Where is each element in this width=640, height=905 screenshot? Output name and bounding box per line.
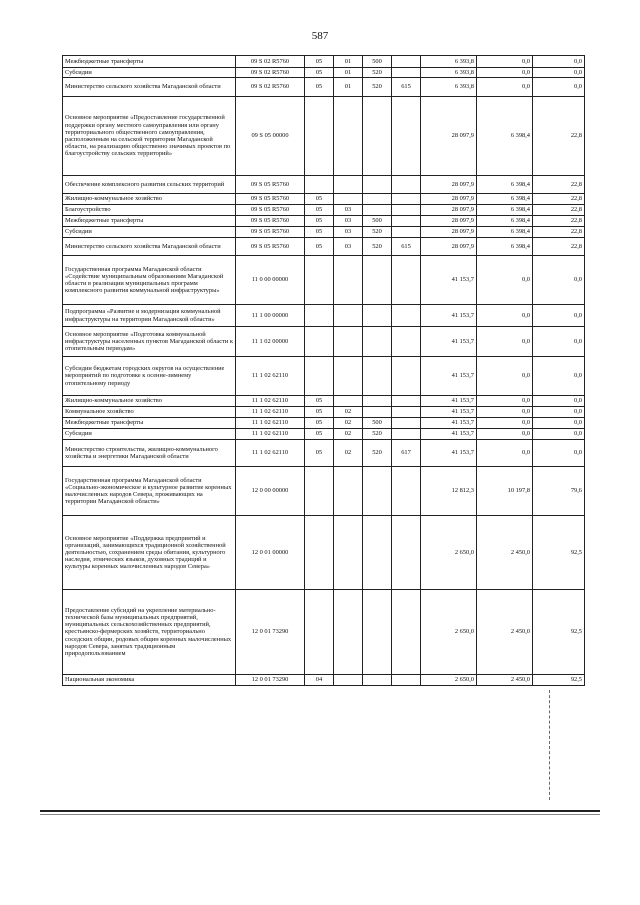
row-code: 09 S 05 R5760 [236, 176, 305, 194]
row-name: Межбюджетные трансферты [63, 418, 236, 429]
row-expense-type [363, 396, 392, 407]
row-expense-type: 520 [363, 227, 392, 238]
row-department: 617 [392, 440, 421, 467]
row-execution-percent: 92,5 [533, 590, 585, 675]
row-subsection: 02 [334, 429, 363, 440]
row-department [392, 176, 421, 194]
row-code: 09 S 05 R5760 [236, 227, 305, 238]
row-name: Субсидии [63, 429, 236, 440]
row-subsection: 01 [334, 78, 363, 97]
row-executed-amount: 0,0 [477, 440, 533, 467]
row-subsection: 02 [334, 418, 363, 429]
row-planned-amount: 41 153,7 [421, 396, 477, 407]
row-executed-amount: 2 450,0 [477, 516, 533, 590]
row-subsection [334, 590, 363, 675]
row-code: 09 S 02 R5760 [236, 68, 305, 78]
row-section: 05 [305, 194, 334, 205]
table-row [63, 327, 585, 357]
row-name: Обеспечение комплексного развития сельских территорий [63, 176, 236, 194]
row-subsection [334, 97, 363, 176]
bottom-rule [40, 810, 600, 812]
row-execution-percent: 22,8 [533, 216, 585, 227]
row-code: 09 S 02 R5760 [236, 56, 305, 68]
row-expense-type [363, 467, 392, 516]
row-code: 09 S 05 R5760 [236, 194, 305, 205]
page-number: 587 [311, 30, 329, 42]
row-execution-percent: 0,0 [533, 56, 585, 68]
row-name: Благоустройство [63, 205, 236, 216]
row-name: Межбюджетные трансферты [63, 216, 236, 227]
row-department [392, 305, 421, 327]
row-section [305, 256, 334, 305]
table-row [63, 56, 585, 68]
row-section [305, 516, 334, 590]
row-executed-amount: 0,0 [477, 305, 533, 327]
row-section [305, 590, 334, 675]
row-execution-percent: 0,0 [533, 68, 585, 78]
row-subsection: 02 [334, 440, 363, 467]
row-execution-percent: 92,5 [533, 675, 585, 686]
row-subsection [334, 467, 363, 516]
row-section: 05 [305, 227, 334, 238]
row-code: 11 1 02 62110 [236, 357, 305, 396]
row-department: 615 [392, 238, 421, 256]
row-section [305, 327, 334, 357]
row-subsection: 03 [334, 238, 363, 256]
row-executed-amount: 0,0 [477, 418, 533, 429]
row-planned-amount: 41 153,7 [421, 429, 477, 440]
row-subsection [334, 194, 363, 205]
table-row [63, 238, 585, 256]
row-execution-percent: 0,0 [533, 256, 585, 305]
row-subsection [334, 357, 363, 396]
row-department [392, 194, 421, 205]
row-expense-type [363, 97, 392, 176]
row-executed-amount: 0,0 [477, 68, 533, 78]
row-name: Коммунальное хозяйство [63, 407, 236, 418]
row-execution-percent: 0,0 [533, 407, 585, 418]
row-code: 11 1 02 00000 [236, 327, 305, 357]
row-expense-type: 500 [363, 418, 392, 429]
row-expense-type: 520 [363, 78, 392, 97]
row-subsection [334, 176, 363, 194]
row-name: Субсидии [63, 68, 236, 78]
row-department [392, 227, 421, 238]
row-code: 09 S 05 R5760 [236, 216, 305, 227]
row-executed-amount: 6 398,4 [477, 176, 533, 194]
table-row [63, 205, 585, 216]
row-execution-percent: 0,0 [533, 429, 585, 440]
row-name: Жилищно-коммунальное хозяйство [63, 194, 236, 205]
row-executed-amount: 0,0 [477, 78, 533, 97]
row-expense-type [363, 327, 392, 357]
row-name: Основное мероприятие «Подготовка коммунальной инфраструктуры населенных пунктов Магаданской области к отопительным периодам» [63, 327, 236, 357]
row-department [392, 429, 421, 440]
row-department [392, 205, 421, 216]
row-section [305, 97, 334, 176]
row-expense-type: 520 [363, 429, 392, 440]
row-expense-type [363, 305, 392, 327]
row-subsection: 01 [334, 68, 363, 78]
row-department [392, 357, 421, 396]
row-execution-percent: 0,0 [533, 305, 585, 327]
row-section [305, 357, 334, 396]
row-execution-percent: 92,5 [533, 516, 585, 590]
row-section: 05 [305, 216, 334, 227]
row-expense-type [363, 256, 392, 305]
row-executed-amount: 0,0 [477, 429, 533, 440]
row-name: Субсидии бюджетам городских округов на осуществление мероприятий по подготовке к осенне-зимнему отопительному периоду [63, 357, 236, 396]
row-code: 11 1 02 62110 [236, 440, 305, 467]
row-execution-percent: 0,0 [533, 440, 585, 467]
row-execution-percent: 0,0 [533, 357, 585, 396]
row-expense-type: 500 [363, 56, 392, 68]
row-code: 11 1 02 62110 [236, 396, 305, 407]
table-row [63, 675, 585, 686]
row-planned-amount: 2 650,0 [421, 675, 477, 686]
row-expense-type: 520 [363, 238, 392, 256]
row-subsection [334, 327, 363, 357]
table-row [63, 467, 585, 516]
row-code: 12 0 01 73290 [236, 590, 305, 675]
row-executed-amount: 0,0 [477, 56, 533, 68]
row-planned-amount: 2 650,0 [421, 590, 477, 675]
row-planned-amount: 41 153,7 [421, 407, 477, 418]
row-planned-amount: 41 153,7 [421, 357, 477, 396]
row-planned-amount: 41 153,7 [421, 418, 477, 429]
row-name: Основное мероприятие «Поддержка предприятий и организаций, занимающихся традиционной хозяйственной деятельностью, сохранением среды обитания, культурного наследия, этнических языков, духовных традиций и культуры коренных малочисленных народов Севера» [63, 516, 236, 590]
row-name: Государственная программа Магаданской области «Социально-экономическое и культурное развитие коренных малочисленных народов Севера, проживающих на территории Магаданской области» [63, 467, 236, 516]
row-name: Основное мероприятие «Предоставление государственной поддержки органу местного самоуправления или органу территориального общественного самоуправления, расположенным на сельской территории Магаданской области, на реализацию общественно значимых проектов по благоустройству сельских территорий» [63, 97, 236, 176]
row-name: Государственная программа Магаданской области «Содействие муниципальным образованиям Магаданской области в реализации муниципальных программ комплексного развития коммунальной инфраструктуры» [63, 256, 236, 305]
row-executed-amount: 2 450,0 [477, 675, 533, 686]
table-row [63, 357, 585, 396]
budget-table-body [63, 56, 585, 686]
row-subsection [334, 396, 363, 407]
row-name: Предоставление субсидий на укрепление материально-технической базы муниципальных предприятий, муниципальных сельскохозяйственных предприятий, крестьянско-фермерских хозяйств, территориально соседских общин, родовых общин коренных малочисленных народов Севера, занятых традиционным природопользованием [63, 590, 236, 675]
row-section [305, 176, 334, 194]
table-row [63, 440, 585, 467]
row-code: 09 S 05 R5760 [236, 205, 305, 216]
table-row [63, 194, 585, 205]
row-executed-amount: 0,0 [477, 357, 533, 396]
row-execution-percent: 22,8 [533, 176, 585, 194]
row-name: Жилищно-коммунальное хозяйство [63, 396, 236, 407]
row-execution-percent: 0,0 [533, 327, 585, 357]
row-department [392, 68, 421, 78]
row-code: 12 0 01 00000 [236, 516, 305, 590]
row-expense-type: 520 [363, 440, 392, 467]
row-department [392, 418, 421, 429]
row-department [392, 396, 421, 407]
row-subsection [334, 305, 363, 327]
table-row [63, 97, 585, 176]
row-executed-amount: 2 450,0 [477, 590, 533, 675]
row-planned-amount: 41 153,7 [421, 327, 477, 357]
row-code: 11 1 02 62110 [236, 418, 305, 429]
row-department [392, 467, 421, 516]
table-row [63, 305, 585, 327]
row-section: 05 [305, 68, 334, 78]
row-section: 05 [305, 440, 334, 467]
table-row [63, 256, 585, 305]
row-expense-type [363, 194, 392, 205]
row-expense-type [363, 176, 392, 194]
row-section: 04 [305, 675, 334, 686]
row-executed-amount: 6 398,4 [477, 238, 533, 256]
row-execution-percent: 22,8 [533, 227, 585, 238]
row-name: Министерство сельского хозяйства Магаданской области [63, 238, 236, 256]
row-name: Межбюджетные трансферты [63, 56, 236, 68]
row-subsection: 03 [334, 205, 363, 216]
row-subsection [334, 516, 363, 590]
row-executed-amount: 6 398,4 [477, 205, 533, 216]
row-expense-type [363, 675, 392, 686]
row-execution-percent: 22,8 [533, 97, 585, 176]
table-row [63, 516, 585, 590]
row-execution-percent: 22,8 [533, 194, 585, 205]
row-planned-amount: 28 097,9 [421, 238, 477, 256]
row-name: Подпрограмма «Развитие и модернизация коммунальной инфраструктуры на территории Магаданской области» [63, 305, 236, 327]
table-row [63, 407, 585, 418]
row-executed-amount: 0,0 [477, 327, 533, 357]
row-expense-type [363, 407, 392, 418]
row-subsection [334, 675, 363, 686]
table-row [63, 418, 585, 429]
row-execution-percent: 22,8 [533, 238, 585, 256]
row-planned-amount: 12 812,3 [421, 467, 477, 516]
row-section: 05 [305, 429, 334, 440]
row-department [392, 675, 421, 686]
row-expense-type: 500 [363, 216, 392, 227]
row-subsection [334, 256, 363, 305]
row-planned-amount: 28 097,9 [421, 176, 477, 194]
row-section: 05 [305, 396, 334, 407]
row-department [392, 407, 421, 418]
row-execution-percent: 79,6 [533, 467, 585, 516]
row-planned-amount: 6 393,8 [421, 56, 477, 68]
row-department [392, 327, 421, 357]
table-row [63, 216, 585, 227]
row-code: 12 0 00 00000 [236, 467, 305, 516]
row-department: 615 [392, 78, 421, 97]
row-department [392, 56, 421, 68]
row-department [392, 590, 421, 675]
row-executed-amount: 0,0 [477, 256, 533, 305]
row-name: Субсидии [63, 227, 236, 238]
row-executed-amount: 6 398,4 [477, 194, 533, 205]
row-planned-amount: 28 097,9 [421, 205, 477, 216]
row-planned-amount: 28 097,9 [421, 97, 477, 176]
row-planned-amount: 28 097,9 [421, 216, 477, 227]
table-row [63, 590, 585, 675]
table-row [63, 396, 585, 407]
row-executed-amount: 6 398,4 [477, 97, 533, 176]
row-subsection: 01 [334, 56, 363, 68]
row-planned-amount: 6 393,8 [421, 68, 477, 78]
row-execution-percent: 0,0 [533, 418, 585, 429]
trailing-dashed-line [549, 690, 550, 800]
row-department [392, 256, 421, 305]
table-row [63, 176, 585, 194]
row-section: 05 [305, 78, 334, 97]
table-row [63, 227, 585, 238]
row-expense-type: 520 [363, 68, 392, 78]
bottom-rule-secondary [40, 814, 600, 815]
row-code: 09 S 05 R5760 [236, 238, 305, 256]
table-row [63, 429, 585, 440]
row-execution-percent: 0,0 [533, 78, 585, 97]
row-executed-amount: 6 398,4 [477, 227, 533, 238]
row-department [392, 97, 421, 176]
row-code: 11 0 00 00000 [236, 256, 305, 305]
row-expense-type [363, 357, 392, 396]
row-expense-type [363, 590, 392, 675]
row-planned-amount: 41 153,7 [421, 440, 477, 467]
row-executed-amount: 0,0 [477, 407, 533, 418]
row-execution-percent: 22,8 [533, 205, 585, 216]
row-department [392, 216, 421, 227]
row-section: 05 [305, 205, 334, 216]
budget-table [62, 55, 585, 686]
row-name: Министерство строительства, жилищно-коммунального хозяйства и энергетики Магаданской области [63, 440, 236, 467]
row-section [305, 305, 334, 327]
row-expense-type [363, 205, 392, 216]
row-planned-amount: 28 097,9 [421, 227, 477, 238]
row-planned-amount: 41 153,7 [421, 305, 477, 327]
row-code: 09 S 05 00000 [236, 97, 305, 176]
row-planned-amount: 28 097,9 [421, 194, 477, 205]
row-section: 05 [305, 56, 334, 68]
row-executed-amount: 0,0 [477, 396, 533, 407]
row-planned-amount: 41 153,7 [421, 256, 477, 305]
row-code: 11 1 00 00000 [236, 305, 305, 327]
row-subsection: 03 [334, 227, 363, 238]
row-name: Министерство сельского хозяйства Магаданской области [63, 78, 236, 97]
row-executed-amount: 10 197,8 [477, 467, 533, 516]
row-department [392, 516, 421, 590]
table-row [63, 68, 585, 78]
row-subsection: 02 [334, 407, 363, 418]
row-planned-amount: 6 393,8 [421, 78, 477, 97]
row-subsection: 03 [334, 216, 363, 227]
row-section: 05 [305, 418, 334, 429]
row-code: 11 1 02 62110 [236, 429, 305, 440]
row-executed-amount: 6 398,4 [477, 216, 533, 227]
row-code: 09 S 02 R5760 [236, 78, 305, 97]
row-section [305, 467, 334, 516]
row-section: 05 [305, 238, 334, 256]
row-section: 05 [305, 407, 334, 418]
row-planned-amount: 2 650,0 [421, 516, 477, 590]
row-name: Национальная экономика [63, 675, 236, 686]
row-expense-type [363, 516, 392, 590]
table-row [63, 78, 585, 97]
row-execution-percent: 0,0 [533, 396, 585, 407]
row-code: 12 0 01 73290 [236, 675, 305, 686]
row-code: 11 1 02 62110 [236, 407, 305, 418]
